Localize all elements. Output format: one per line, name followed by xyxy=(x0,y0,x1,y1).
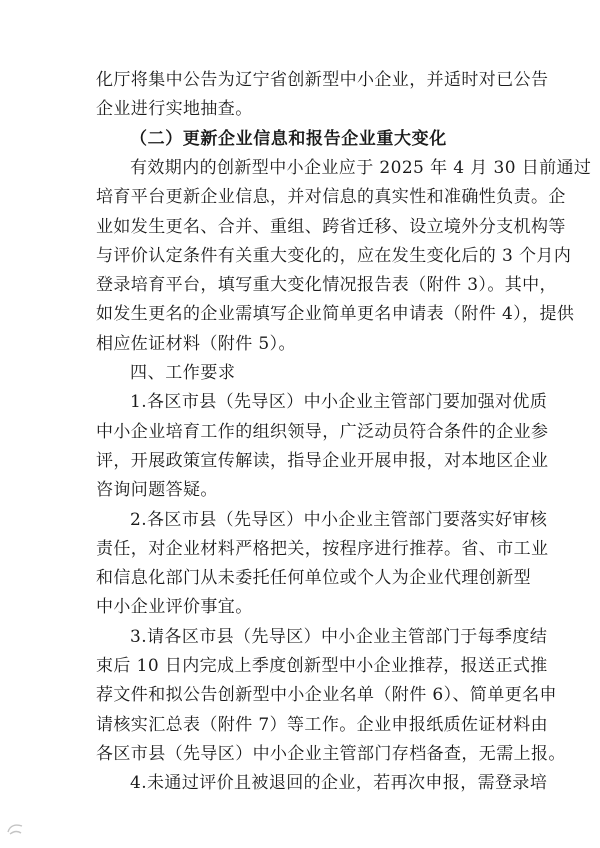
paragraph-line: 中小企业培育工作的组织领导，广泛动员符合条件的企业参 xyxy=(96,421,549,442)
paragraph-line: 相应佐证材料（附件 5）。 xyxy=(96,333,296,354)
paragraph-line: 3.请各区市县（先导区）中小企业主管部门于每季度结 xyxy=(130,626,548,647)
paragraph-line: 有效期内的创新型中小企业应于 2025 年 4 月 30 日前通过 xyxy=(130,157,592,178)
paragraph-line: 如发生更名的企业需填写企业简单更名申请表（附件 4），提供 xyxy=(96,304,575,325)
paragraph-line: 培育平台更新企业信息，并对信息的真实性和准确性负责。企 xyxy=(96,187,566,208)
paragraph-line: 登录培育平台，填写重大变化情况报告表（附件 3）。其中， xyxy=(96,275,557,296)
paragraph-line: 责任，对企业材料严格把关，按程序进行推荐。省、市工业 xyxy=(96,538,549,559)
paragraph-line: 和信息化部门从未委托任何单位或个人为企业代理创新型 xyxy=(96,568,531,589)
section-subheading: （二）更新企业信息和报告企业重大变化 xyxy=(130,128,447,149)
paragraph-line: 业如发生更名、合并、重组、跨省迁移、设立境外分支机构等 xyxy=(96,216,566,237)
paragraph-line: 荐文件和拟公告创新型中小企业名单（附件 6）、简单更名申 xyxy=(96,685,557,706)
watermark xyxy=(6,822,28,836)
paragraph-line: 评，开展政策宣传解读，指导企业开展申报，对本地区企业 xyxy=(96,450,549,471)
paragraph-line: 4.未通过评价且被退回的企业，若再次申报，需登录培 xyxy=(130,773,548,794)
paragraph-line: 化厅将集中公告为辽宁省创新型中小企业，并适时对已公告 xyxy=(96,70,549,90)
paragraph-line: 2.各区市县（先导区）中小企业主管部门要落实好审核 xyxy=(130,509,548,530)
paragraph-line: 与评价认定条件有关重大变化的，应在发生变化后的 3 个月内 xyxy=(96,245,572,266)
paragraph-line: 束后 10 日内完成上季度创新型中小企业推荐，报送正式推 xyxy=(96,656,548,676)
watermark-logo-icon xyxy=(6,822,24,836)
paragraph-line: 中小企业评价事宜。 xyxy=(96,597,253,618)
paragraph-line: 咨询问题答疑。 xyxy=(96,480,218,501)
paragraph-line: 请核实汇总表（附件 7）等工作。企业申报纸质佐证材料由 xyxy=(96,714,549,735)
paragraph-line: 各区市县（先导区）中小企业主管部门存档备查，无需上报。 xyxy=(96,743,566,764)
paragraph-line: 1.各区市县（先导区）中小企业主管部门要加强对优质 xyxy=(130,392,548,413)
paragraph-line: 企业进行实地抽查。 xyxy=(96,99,253,120)
section-heading: 四、工作要求 xyxy=(130,363,236,383)
